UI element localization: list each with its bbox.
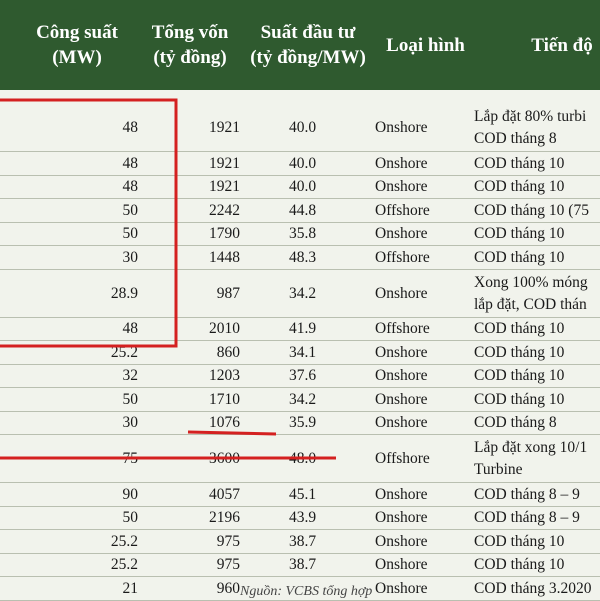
type-cell: Onshore: [375, 509, 428, 527]
capital-cell: 1790: [209, 225, 240, 243]
investment-rate-cell: 40.0: [288, 154, 317, 172]
investment-rate-cell: 34.2: [288, 390, 317, 408]
type-cell: Onshore: [375, 284, 428, 302]
capital-cell: 4057: [209, 485, 240, 503]
header-capital: Tổng vốn (tỷ đồng): [151, 22, 229, 68]
investment-rate-cell: 48.3: [288, 248, 317, 266]
progress-line: COD tháng 8 – 9: [474, 485, 580, 503]
capital-cell: 1203: [209, 367, 240, 385]
investment-rate-cell: 45.1: [288, 485, 317, 503]
progress-line: Lắp đặt 80% turbi: [474, 108, 587, 125]
progress-line: COD tháng 10: [474, 343, 565, 361]
progress-line: COD tháng 3.2020: [474, 579, 592, 597]
capacity-cell: 30: [122, 248, 138, 266]
type-cell: Onshore: [375, 556, 428, 574]
progress-line: COD tháng 10: [474, 248, 565, 266]
progress-line: COD tháng 10: [474, 320, 565, 338]
capacity-cell: 25.2: [110, 343, 138, 361]
progress-line: Lắp đặt xong 10/1: [474, 439, 588, 456]
investment-rate-cell: 37.6: [288, 367, 317, 385]
capital-cell: 1710: [209, 390, 240, 408]
type-cell: Onshore: [375, 225, 428, 243]
capital-cell: 1448: [209, 248, 240, 266]
header-type: Loại hình: [386, 34, 465, 56]
capacity-cell: 50: [122, 390, 138, 408]
capital-cell: 860: [216, 343, 240, 361]
progress-line: COD tháng 8: [474, 414, 557, 432]
capital-cell: 3600: [209, 450, 240, 467]
capital-cell: 1921: [209, 119, 240, 136]
capital-cell: 2010: [209, 320, 240, 338]
red-underline-short: [188, 432, 276, 434]
capital-cell: 987: [216, 284, 240, 302]
capacity-cell: 50: [122, 509, 138, 527]
capital-cell: 960: [216, 579, 240, 597]
red-box-annotation: [0, 100, 176, 346]
investment-rate-cell: 44.8: [288, 201, 317, 219]
progress-line: COD tháng 10: [474, 556, 565, 574]
capacity-cell: 21: [122, 579, 138, 597]
investment-rate-cell: 38.7: [288, 556, 317, 574]
capital-cell: 975: [216, 532, 240, 550]
capital-cell: 1921: [209, 178, 240, 196]
capacity-cell: 90: [122, 485, 138, 503]
investment-rate-cell: 35.8: [288, 225, 317, 243]
progress-line: lắp đặt, COD thán: [474, 295, 587, 313]
progress-line: COD tháng 10: [474, 178, 565, 196]
investment-rate-cell: 40.0: [288, 178, 317, 196]
header-investment-rate: Suất đầu tư (tỷ đồng/MW): [250, 22, 366, 68]
type-cell: Onshore: [375, 367, 428, 385]
capacity-cell: 48: [122, 119, 138, 136]
source-note: Nguồn: VCBS tổng hợp: [240, 584, 373, 599]
capacity-cell: 48: [122, 320, 138, 338]
type-cell: Onshore: [375, 119, 428, 136]
type-cell: Onshore: [375, 485, 428, 503]
progress-line: COD tháng 10: [474, 532, 565, 550]
capacity-cell: 28.9: [110, 284, 138, 302]
type-cell: Offshore: [375, 201, 430, 219]
capacity-cell: 32: [122, 367, 138, 385]
investment-rate-cell: 35.9: [288, 414, 317, 432]
type-cell: Offshore: [375, 248, 430, 266]
capacity-cell: 75: [122, 450, 138, 467]
header-capacity: Công suất (MW): [36, 22, 118, 68]
capital-cell: 2196: [209, 509, 240, 527]
progress-line: Turbine: [474, 461, 523, 478]
type-cell: Onshore: [375, 178, 428, 196]
progress-line: COD tháng 10: [474, 225, 565, 243]
capacity-cell: 30: [122, 414, 138, 432]
investment-rate-cell: 40.0: [288, 119, 317, 136]
investment-rate-cell: 48.0: [288, 450, 317, 467]
progress-line: COD tháng 10: [474, 154, 565, 172]
type-cell: Offshore: [375, 450, 430, 467]
capital-cell: 2242: [209, 201, 240, 219]
capital-cell: 1076: [209, 414, 240, 432]
capacity-cell: 25.2: [110, 532, 138, 550]
type-cell: Offshore: [375, 320, 430, 338]
type-cell: Onshore: [375, 579, 428, 597]
investment-rate-cell: 34.1: [288, 343, 317, 361]
capital-cell: 975: [216, 556, 240, 574]
progress-line: COD tháng 10: [474, 367, 565, 385]
capacity-cell: 50: [122, 225, 138, 243]
progress-line: Xong 100% móng: [474, 273, 588, 291]
type-cell: Onshore: [375, 154, 428, 172]
header-progress: Tiến độ: [531, 34, 593, 56]
progress-line: COD tháng 8 – 9: [474, 509, 580, 527]
progress-line: COD tháng 8: [474, 130, 557, 147]
investment-rate-cell: 41.9: [288, 320, 317, 338]
investment-rate-cell: 43.9: [288, 509, 317, 527]
investment-rate-cell: 38.7: [288, 532, 317, 550]
capacity-cell: 25.2: [110, 556, 138, 574]
type-cell: Onshore: [375, 390, 428, 408]
progress-line: COD tháng 10: [474, 390, 565, 408]
type-cell: Onshore: [375, 532, 428, 550]
investment-rate-cell: 34.2: [288, 284, 317, 302]
capacity-cell: 48: [122, 154, 138, 172]
type-cell: Onshore: [375, 414, 428, 432]
capacity-cell: 50: [122, 201, 138, 219]
progress-line: COD tháng 10 (75: [474, 201, 589, 219]
type-cell: Onshore: [375, 343, 428, 361]
capacity-cell: 48: [122, 178, 138, 196]
capital-cell: 1921: [209, 154, 240, 172]
